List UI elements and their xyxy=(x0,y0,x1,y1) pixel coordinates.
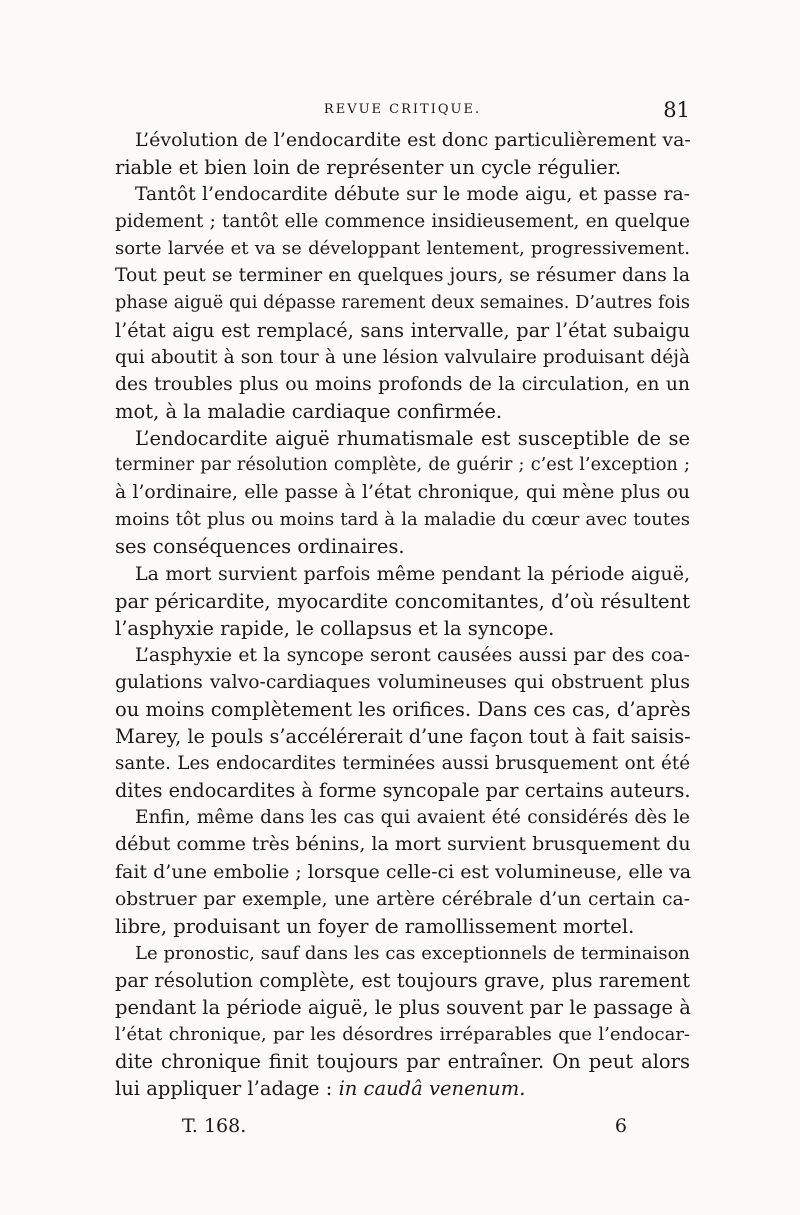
line-text: Enfin, même dans les cas qui avaient été considérés dès le xyxy=(135,807,690,829)
line-text: obstruer par exemple, une artère cérébrale d’un certain ca- xyxy=(115,888,690,910)
text-line xyxy=(115,615,690,642)
line-text: Tantôt l’endocardite débute sur le mode aigu, et passe ra- xyxy=(135,184,690,206)
text-line xyxy=(115,1048,690,1075)
line-text: pendant la période aiguë, le plus souvent par le passage à xyxy=(115,996,691,1019)
line-text: par résolution complète, est toujours grave, plus rarement xyxy=(115,968,690,992)
line-text: ses conséquences ordinaires. xyxy=(115,535,405,559)
line-text: terminer par résolution complète, de guérir ; c’est l’exception ; xyxy=(115,455,690,476)
line-text: phase aiguë qui dépasse rarement deux semaines. D’autres fois xyxy=(115,292,690,313)
text-line xyxy=(115,127,690,154)
text-line xyxy=(115,506,690,533)
text-line xyxy=(115,831,690,858)
line-text: l’asphyxie rapide, le collapsus et la syncope. xyxy=(115,616,555,640)
line-text: l’état chronique, par les désordres irréparables que l’endocar- xyxy=(115,1024,690,1046)
text-line xyxy=(115,940,690,967)
text-line xyxy=(115,561,690,588)
text-line xyxy=(115,669,690,696)
text-line xyxy=(115,262,690,289)
text-line xyxy=(115,750,690,777)
text-line xyxy=(115,479,690,506)
text-line xyxy=(115,777,690,804)
text-line xyxy=(115,994,690,1021)
text-line xyxy=(115,642,690,669)
text-line xyxy=(115,533,690,560)
page-body xyxy=(115,127,690,1102)
text-line xyxy=(115,235,690,262)
text-line xyxy=(115,1021,690,1048)
text-line xyxy=(115,154,690,181)
text-line xyxy=(115,859,690,886)
line-text: L’évolution de l’endocardite est donc particulièrement va- xyxy=(135,129,691,151)
text-line xyxy=(115,886,690,913)
line-text: Tout peut se terminer en quelques jours, se résumer dans la xyxy=(115,265,690,287)
line-text: mot, à la maladie cardiaque confirmée. xyxy=(115,399,503,423)
page-footer xyxy=(182,1115,627,1145)
text-line xyxy=(115,452,690,479)
text-line xyxy=(115,804,690,831)
text-line xyxy=(115,208,690,235)
text-line xyxy=(115,344,690,371)
line-text: par péricardite, myocardite concomitantes, d’où résultent xyxy=(115,589,690,613)
line-text: à l’ordinaire, elle passe à l’état chronique, qui mène plus ou xyxy=(115,482,690,504)
line-text: sante. Les endocardites terminées aussi brusquement ont été xyxy=(115,753,690,775)
line-text: ou moins complètement les orifices. Dans ces cas, d’après xyxy=(115,697,691,721)
text-line xyxy=(115,371,690,398)
line-text: des troubles plus ou moins profonds de la circulation, en un xyxy=(115,373,690,395)
line-text: La mort survient parfois même pendant la période aiguë, xyxy=(135,562,690,585)
printer-signature: T. 168. xyxy=(182,1115,247,1137)
line-text: sorte larvée et va se développant lentement, progressivement. xyxy=(115,238,690,260)
line-text: fait d’une embolie ; lorsque celle-ci est volumineuse, elle va xyxy=(115,860,692,883)
line-text: moins tôt plus ou moins tard à la maladie du cœur avec toutes xyxy=(115,509,690,531)
line-text: gulations valvo-cardiaques volumineuses qui obstruent plus xyxy=(115,671,690,693)
line-text: début comme très bénins, la mort survient brusquement du xyxy=(115,833,691,856)
line-text: riable et bien loin de représenter un cycle régulier. xyxy=(115,156,622,180)
line-text: L’asphyxie et la syncope seront causées aussi par des coa- xyxy=(135,644,690,666)
line-text: l’état aigu est remplacé, sans intervalle, par l’état subaigu xyxy=(115,318,690,342)
line-text: pidement ; tantôt elle commence insidieusement, en quelque xyxy=(115,211,690,233)
text-line xyxy=(115,425,690,452)
text-line xyxy=(115,913,690,940)
text-line xyxy=(115,1075,690,1102)
line-text: L’endocardite aiguë rhumatismale est susceptible de se xyxy=(135,427,690,451)
text-line xyxy=(115,181,690,208)
italic-phrase: in caudâ venenum. xyxy=(338,1077,526,1101)
text-line xyxy=(115,398,690,425)
line-text: Le pronostic, sauf dans les cas exceptionnels de terminaison xyxy=(135,942,690,964)
text-line xyxy=(115,290,690,317)
text-line xyxy=(115,723,690,750)
line-text: Marey, le pouls s’accélérerait d’une façon tout à fait saisis- xyxy=(115,725,691,749)
line-text: dite chronique finit toujours par entraîner. On peut alors xyxy=(115,1050,690,1074)
text-line xyxy=(115,588,690,615)
line-text: lui appliquer l’adage : xyxy=(115,1077,339,1101)
line-text: dites endocardites à forme syncopale par certains auteurs. xyxy=(115,779,691,803)
line-text: qui aboutit à son tour à une lésion valvulaire produisant déjà xyxy=(115,346,690,368)
line-text: libre, produisant un foyer de ramollissement mortel. xyxy=(115,914,635,938)
text-line xyxy=(115,967,690,994)
page-number: 81 xyxy=(663,98,690,122)
text-line xyxy=(115,317,690,344)
running-head xyxy=(115,98,690,124)
text-line xyxy=(115,696,690,723)
sheet-number: 6 xyxy=(614,1115,627,1137)
running-title: REVUE CRITIQUE. xyxy=(323,102,482,117)
